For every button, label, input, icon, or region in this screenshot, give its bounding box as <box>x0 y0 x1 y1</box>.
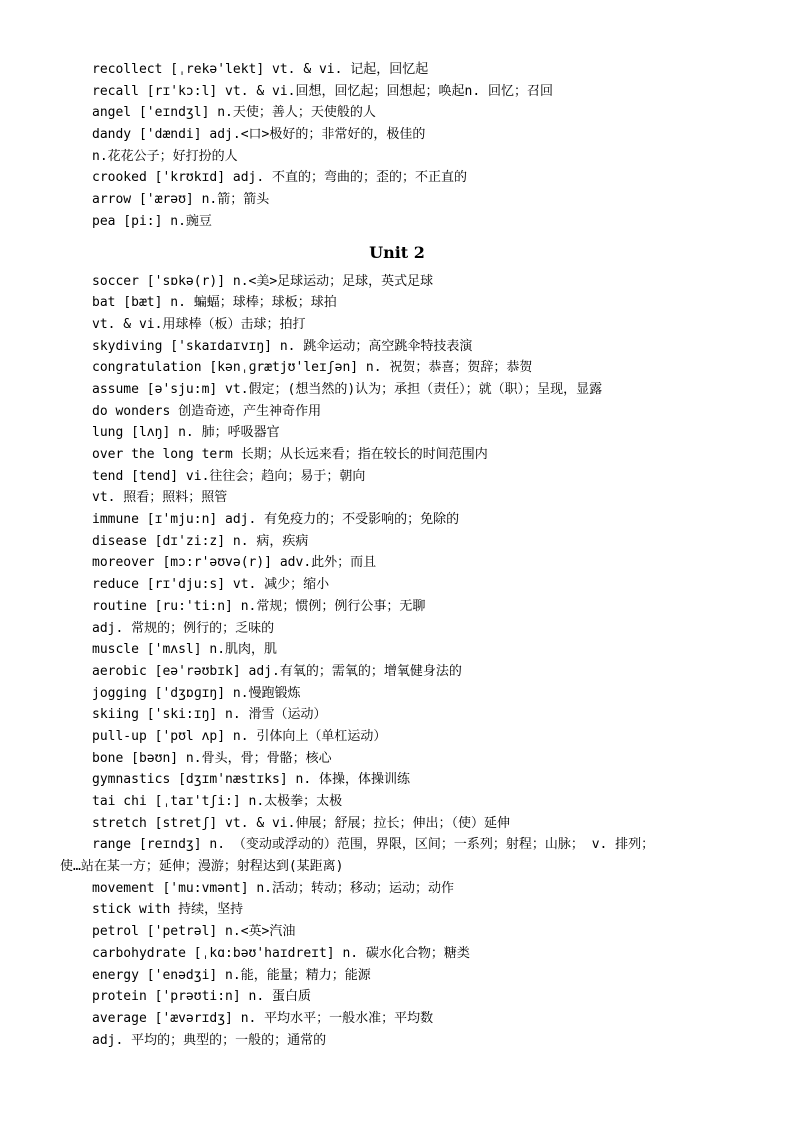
vocab-entry: disease [dɪ'zi:z] n. 病，疾病 <box>92 533 309 549</box>
vocab-entry: immune [ɪ'mju:n] adj. 有免疫力的；不受影响的；免除的 <box>92 512 460 528</box>
vocab-entry: protein ['prəʊti:n] n. 蛋白质 <box>92 989 312 1005</box>
vocab-entry: moreover [mɔ:r'əʊvə(r)] adv.此外；而且 <box>92 555 377 571</box>
vocab-entry: carbohydrate [ˌkɑ:bəʊ'haɪdreɪt] n. 碳水化合物；糖类 <box>92 945 470 961</box>
vocab-entry: recollect [ˌrekə'lekt] vt. & vi. 记起，回忆起 <box>92 62 429 77</box>
vocab-entry: reduce [rɪ'dju:s] vt. 减少；缩小 <box>92 577 330 593</box>
vocab-entry: petrol ['petrəl] n.<英>汽油 <box>92 924 296 940</box>
vocab-entry: assume [ə'sju:m] vt.假定；(想当然的)认为；承担（责任）；就（职）；呈现，显露 <box>92 381 603 397</box>
vocab-entry: bone [bəʊn] n.骨头，骨；骨骼；核心 <box>92 750 332 766</box>
vocab-entry: crooked ['krʊkɪd] adj. 不直的；弯曲的；歪的；不正直的 <box>92 170 468 186</box>
vocab-entry: adj. 常规的；例行的；乏味的 <box>92 620 275 636</box>
vocab-entry: do wonders 创造奇迹，产生神奇作用 <box>92 403 322 419</box>
vocab-entry: tai chi [ˌtaɪ'tʃi:] n.太极拳；太极 <box>92 794 343 809</box>
vocab-entry: skydiving ['skaɪdaɪvɪŋ] n. 跳伞运动；高空跳伞特技表演 <box>92 338 473 354</box>
vocab-entry: angel ['eɪndʒl] n.天使；善人；天使般的人 <box>92 105 376 121</box>
vocab-entry: muscle ['mʌsl] n.肌肉，肌 <box>92 642 278 658</box>
vocab-entry: arrow ['ærəʊ] n.箭；箭头 <box>92 192 270 208</box>
vocab-entry: movement ['mu:vmənt] n.活动；转动；移动；运动；动作 <box>92 880 455 896</box>
vocab-entry-range <box>60 834 782 877</box>
vocab-entry: vt. & vi.用球棒（板）击球；拍打 <box>92 316 306 332</box>
vocab-entry: pull-up ['pʊl ʌp] n. 引体向上（单杠运动） <box>92 728 387 744</box>
vocab-entry: jogging ['dʒɒɡɪŋ] n.慢跑锻炼 <box>92 685 301 701</box>
vocab-entry: average ['ævərɪdʒ] n. 平均水平；一般水准；平均数 <box>92 1010 434 1026</box>
vocab-entry: over the long term 长期；从长远来看；指在较长的时间范围内 <box>92 447 488 462</box>
vocabulary-list <box>0 59 794 1051</box>
vocab-entry: soccer ['sɒkə(r)] n.<美>足球运动；足球，英式足球 <box>92 273 434 289</box>
vocab-entry: aerobic [eə'rəʊbɪk] adj.有氧的；需氧的；增氧健身法的 <box>92 663 462 679</box>
vocab-entry: n.花花公子；好打扮的人 <box>92 148 238 164</box>
vocab-entry: dandy ['dændi] adj.<口>极好的；非常好的，极佳的 <box>92 127 426 143</box>
vocab-entry: stick with 持续，坚持 <box>92 902 244 918</box>
vocab-entry: routine [ru:'ti:n] n.常规；惯例；例行公事；无聊 <box>92 598 426 614</box>
vocab-entry: bat [bæt] n. 蝙蝠；球棒；球板；球拍 <box>92 295 337 311</box>
vocab-entry: pea [pi:] n.豌豆 <box>92 213 212 229</box>
vocab-entry: adj. 平均的；典型的；一般的；通常的 <box>92 1032 327 1048</box>
vocab-entry: skiing ['ski:ɪŋ] n. 滑雪（运动） <box>92 707 327 723</box>
section-title: Unit 2 <box>369 242 425 262</box>
vocab-entry: tend [tend] vi.往往会；趋向；易于；朝向 <box>92 468 366 484</box>
vocab-entry: stretch [stretʃ] vt. & vi.伸展；舒展；拉长；伸出；（使）延伸 <box>92 815 510 831</box>
vocab-entry: recall [rɪ'kɔ:l] vt. & vi.回想，回忆起；回想起；唤起n. 回忆；召回 <box>92 83 553 99</box>
range-entry-first-line: range [reɪndʒ] n. （变动或浮动的）范围，界限，区间；一系列；射程；山脉； v. 排列； <box>92 837 655 853</box>
vocab-entry: gymnastics [dʒɪm'næstɪks] n. 体操，体操训练 <box>92 772 410 788</box>
range-entry-second-line: 使…站在某一方；延伸；漫游；射程达到(某距离) <box>60 859 344 875</box>
vocab-entry: vt. 照看；照料；照管 <box>92 490 228 506</box>
vocab-entry: congratulation [kənˌɡrætjʊ'leɪʃən] n. 祝贺；恭喜；贺辞；恭贺 <box>92 360 533 376</box>
vocab-entry: energy ['enədʒi] n.能，能量；精力；能源 <box>92 967 371 983</box>
vocab-entry: lung [lʌŋ] n. 肺；呼吸器官 <box>92 425 280 441</box>
